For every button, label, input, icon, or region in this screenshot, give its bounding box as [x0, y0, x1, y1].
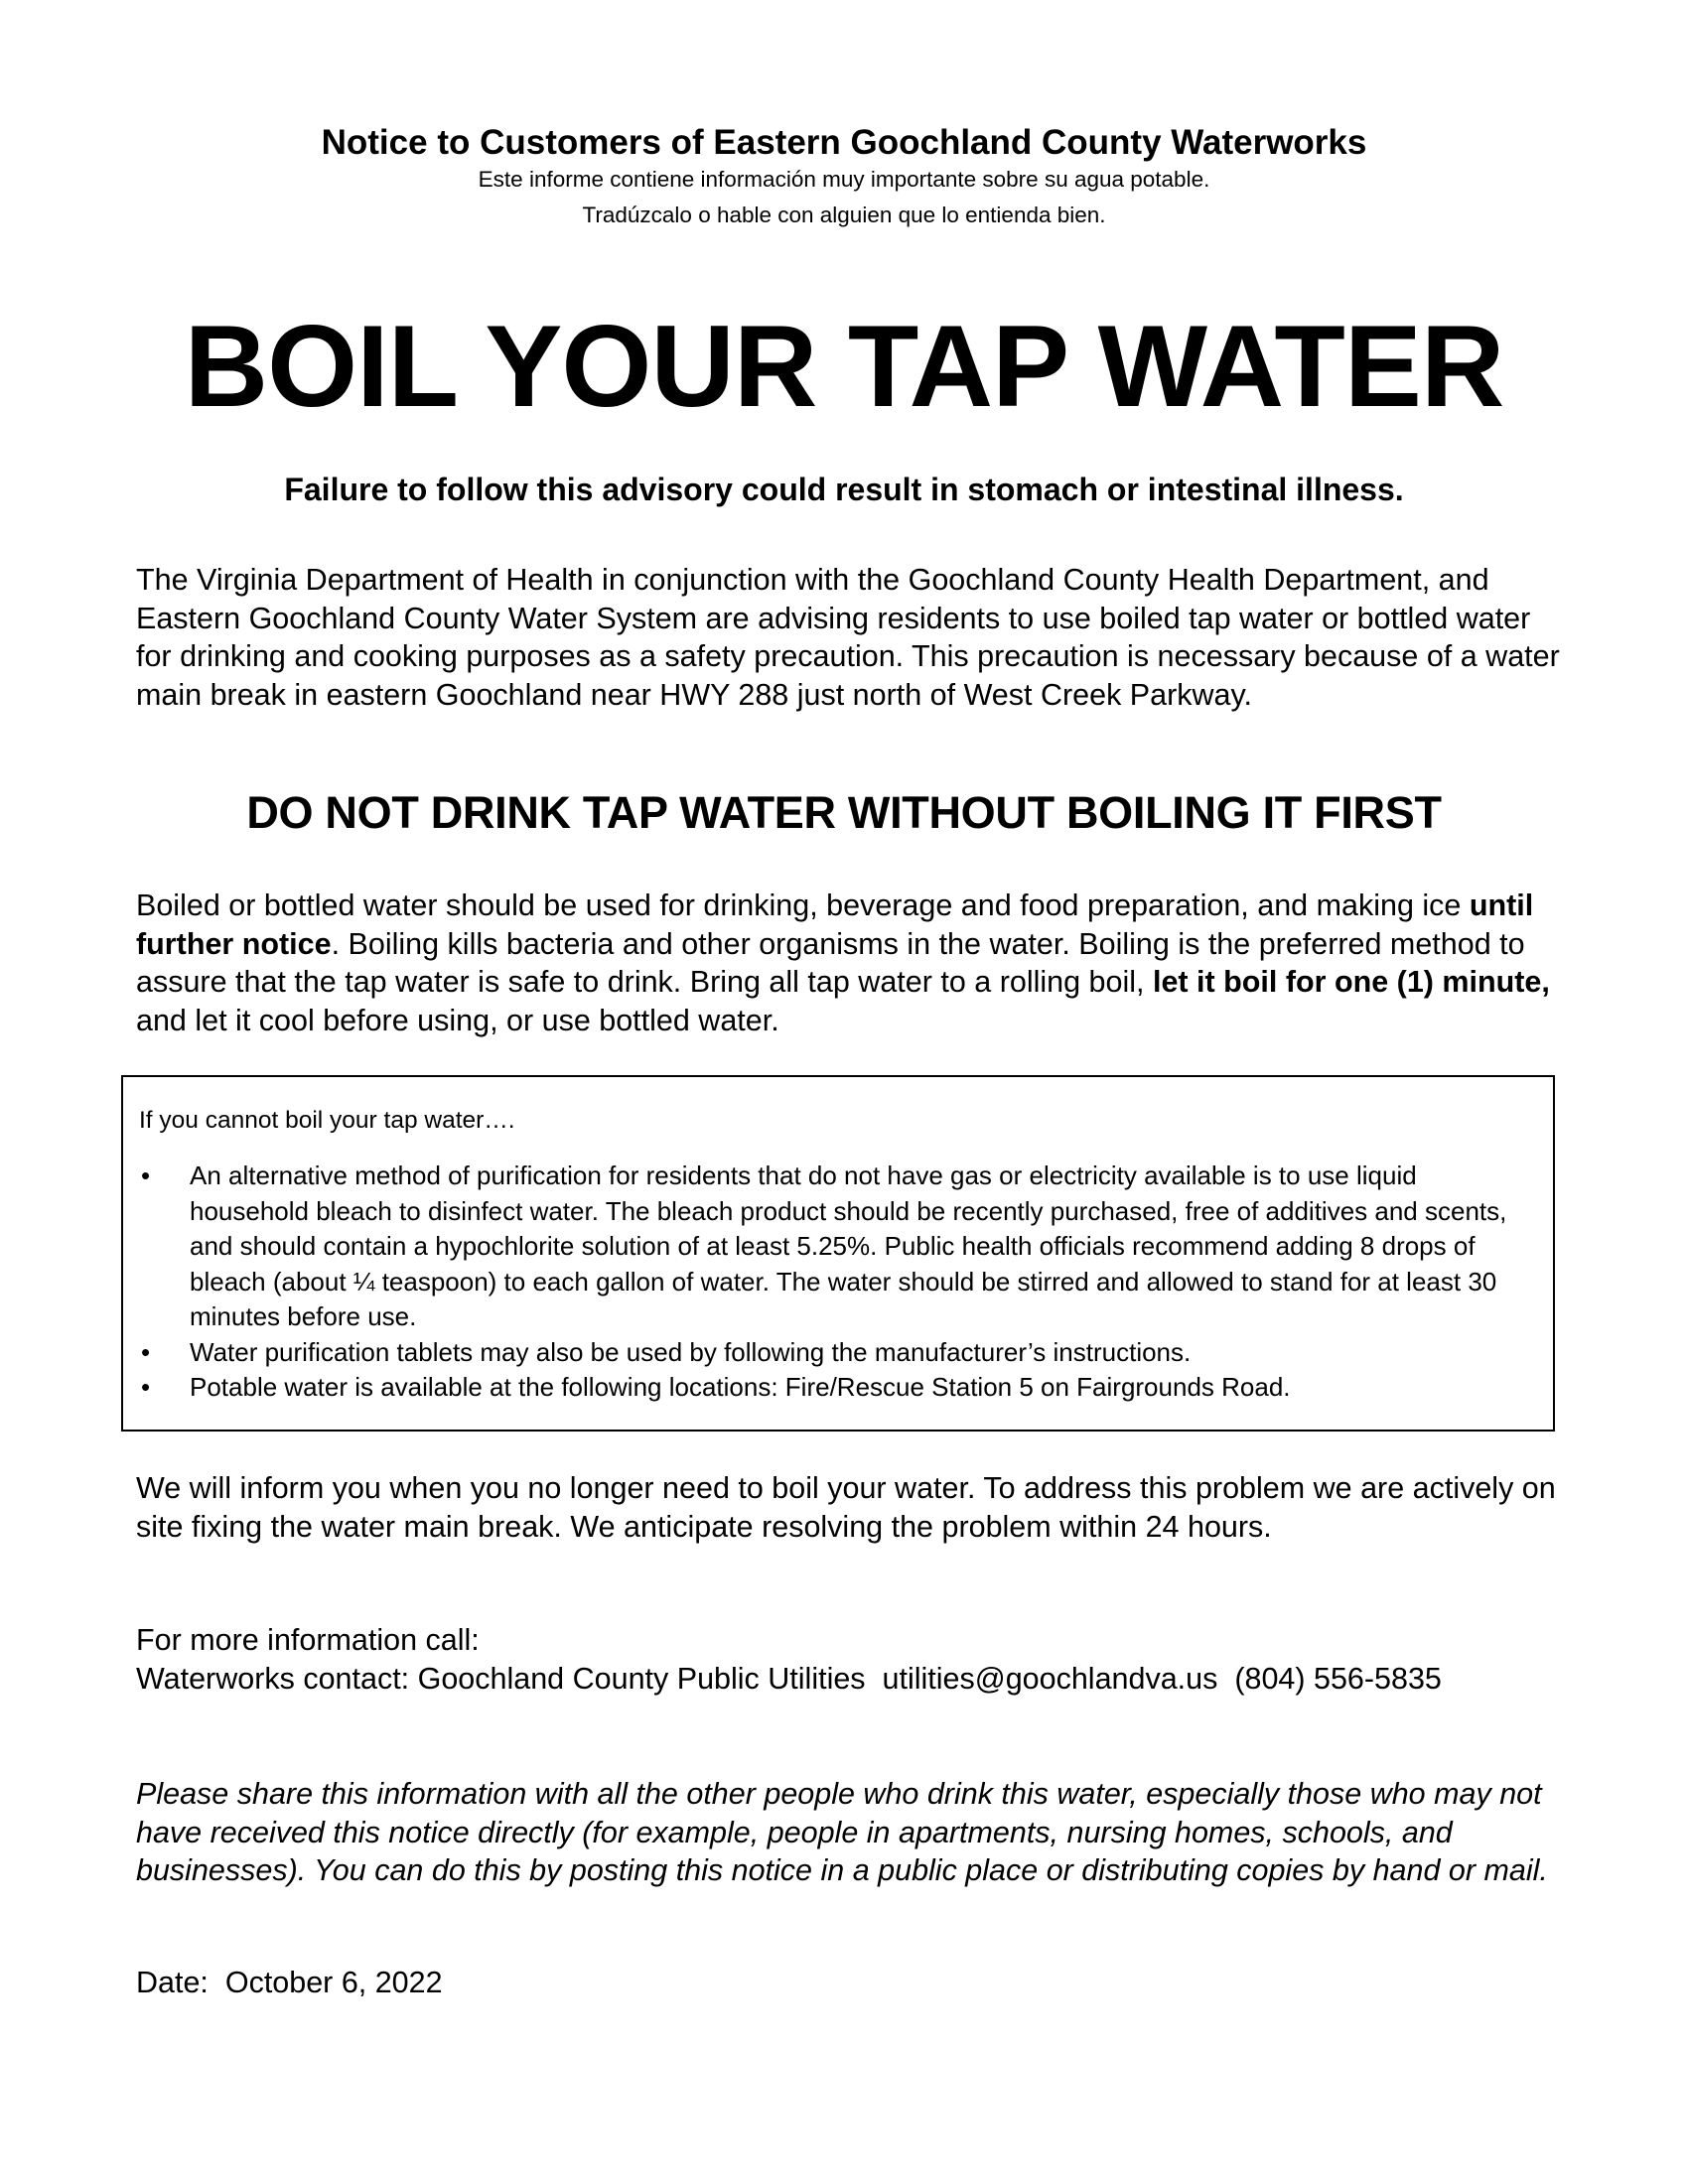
list-item: [139, 1159, 1539, 1335]
illness-warning: Failure to follow this advisory could result in stomach or intestinal illness.: [284, 472, 1404, 507]
spanish-notice-line-1: Este informe contiene información muy importante sobre su agua potable.: [478, 167, 1210, 192]
contact-block: [136, 1621, 1566, 1698]
boil-instructions-paragraph: [136, 887, 1566, 1039]
contact-line: [136, 1660, 1566, 1699]
alternatives-list: [139, 1159, 1539, 1406]
notice-title: Notice to Customers of Eastern Goochland County Waterworks: [321, 123, 1367, 162]
share-paragraph: Please share this information with all the other people who drink this water, especially those who may not have received this notice directly (for example, people in apartments, nursing homes, schools, and businesses). You can do this by posting this notice in a public place or distributing copies by hand or mail.: [136, 1777, 1548, 1887]
list-item-text: Water purification tablets may also be used by following the manufacturer’s instructions.: [190, 1336, 1192, 1367]
list-item-text: An alternative method of purification for residents that do not have gas or electricity available is to use liquid household bleach to disinfect water. The bleach product should be recently purchased, free of additives and scents, and should contain a hypochlorite solution of at least 5.25%. Public health officials recommend adding 8 drops of bleach (about ¼ teaspoon) to each gallon of water. The water should be stirred and allowed to stand for at least 30 minutes before use.: [190, 1160, 1507, 1331]
list-item: [139, 1335, 1539, 1371]
boil-text-1: Boiled or bottled water should be used for drinking, beverage and food preparation, and making ice: [136, 888, 1470, 922]
boil-text-2: . Boiling kills bacteria and other organisms in the water. Boiling is the preferred method to assure that the tap water is safe to drink. Bring all tap water to a rolling boil,: [136, 926, 1525, 999]
do-not-drink-heading: DO NOT DRINK TAP WATER WITHOUT BOILING IT FIRST: [246, 787, 1442, 838]
contact-phone: (804) 556-5835: [1217, 1661, 1442, 1696]
spanish-notice-line-2: Tradúzcalo o hable con alguien que lo entienda bien.: [582, 203, 1106, 227]
notice-date: Date: October 6, 2022: [136, 1966, 443, 1999]
contact-email-link[interactable]: utilities@goochlandva.us: [882, 1661, 1218, 1696]
boil-one-minute-emphasis: let it boil for one (1) minute,: [1152, 965, 1550, 999]
inform-paragraph: We will inform you when you no longer need to boil your water. To address this problem we are actively on site fixing the water main break. We anticipate resolving the problem within 24 hours.: [136, 1471, 1556, 1544]
boil-text-3: and let it cool before using, or use bottled water.: [136, 1003, 779, 1037]
contact-label: For more information call:: [136, 1623, 480, 1657]
headline: BOIL YOUR TAP WATER: [184, 301, 1504, 431]
bullet-icon: •: [141, 1160, 151, 1190]
until-further-notice-emphasis: until further notice: [136, 888, 1534, 961]
list-item: [139, 1370, 1539, 1406]
bullet-icon: •: [141, 1372, 151, 1402]
bullet-icon: •: [141, 1336, 151, 1367]
intro-paragraph: The Virginia Department of Health in conjunction with the Goochland County Health Department, and Eastern Goochland County Water System are advising residents to use boiled tap water or bottled water for drinking and cooking purposes as a safety precaution. This precaution is necessary because of a water main break in eastern Goochland near HWY 288 just north of West Creek Parkway.: [136, 563, 1560, 712]
alternatives-intro: If you cannot boil your tap water….: [139, 1107, 515, 1134]
list-item-text: Potable water is available at the following locations: Fire/Rescue Station 5 on Fairgrounds Road.: [190, 1372, 1291, 1402]
contact-prefix: Waterworks contact: Goochland County Public Utilities: [136, 1661, 883, 1696]
alternatives-box: [121, 1075, 1555, 1432]
